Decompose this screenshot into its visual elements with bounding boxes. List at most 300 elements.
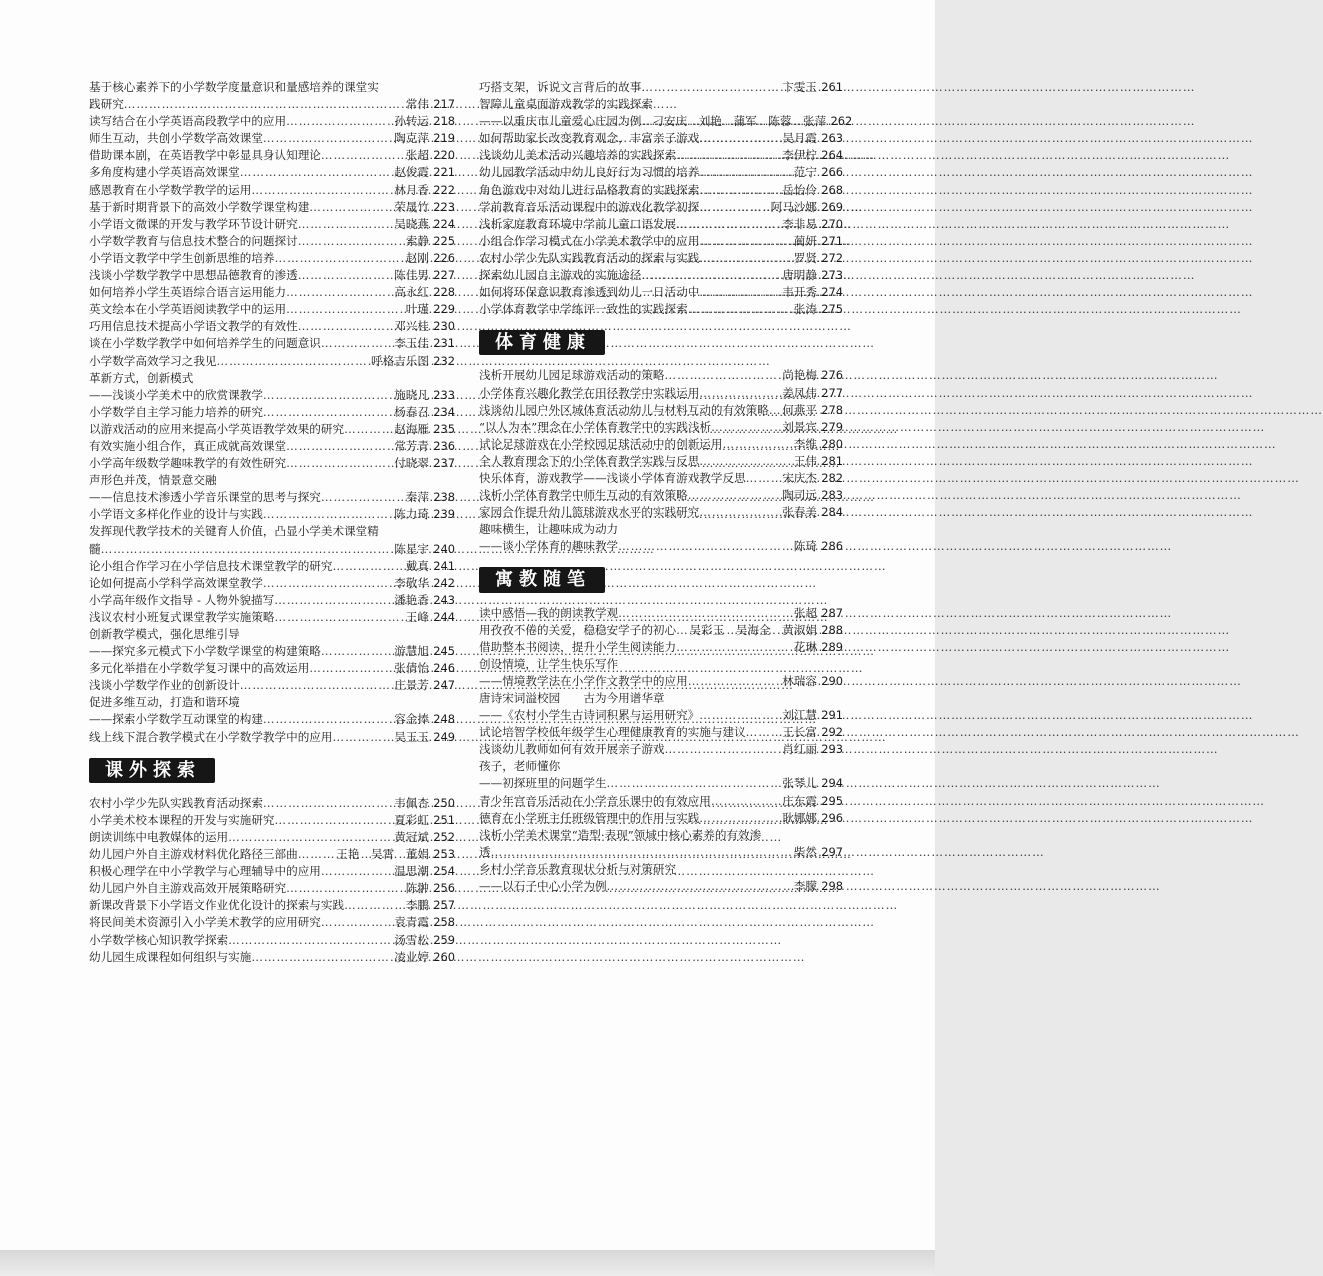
toc-entry[interactable] [89,113,455,130]
entry-title: 小学语文教学中学生创新思维的培养 [89,250,275,265]
entry-last-line [89,795,455,812]
dot-leader [676,622,686,639]
dot-leader [124,96,403,113]
entry-title: 角色游戏中对幼儿进行品格教育的实践探索 [479,182,700,197]
entry-last-line [89,592,455,609]
toc-entry[interactable] [479,164,843,181]
entry-author: 林月香 [394,182,429,197]
entry-author: 张倩怡 [394,661,429,676]
toc-entry[interactable] [479,199,843,216]
entry-author: 邓兴桂 [394,319,429,334]
toc-entry[interactable] [479,504,843,521]
entry-title: 孩子，老师懂你 [479,759,561,774]
entry-author: 赵海雁 [394,421,429,436]
entry-title: 声形色并茂，情景意交融 [89,473,217,488]
entry-page-number: 282 [821,470,843,485]
entry-page-number: 249 [433,729,455,744]
entry-page-number: 294 [821,776,843,791]
entry-title: 试论培智学校低年级学生心理健康教育的实施与建议 [479,725,746,740]
entry-title-line [479,521,843,538]
entry-author: 陈星宇 [394,541,429,556]
entry-title: 全人教育理念下的小学体育教学实践与反思 [479,453,700,468]
dot-leader [699,707,779,724]
entry-page-number: 288 [821,622,843,637]
entry-author: 王峰 [405,609,429,624]
section-header [89,746,455,795]
dot-leader [309,199,391,216]
entry-page-number: 276 [821,368,843,383]
entry-last-line [89,575,455,592]
entry-author: 花琳 [793,639,817,654]
entry-last-line [89,914,455,931]
entry-title: 幼儿园户外自主游戏高效开展策略研究 [89,881,287,896]
entry-last-line [479,216,843,233]
entry-author: 李敬华 [394,575,429,590]
entry-title: ——信息技术渗透小学音乐课堂的思考与探究 [89,490,321,505]
dot-leader [263,575,391,592]
dot-leader [332,729,391,746]
entry-last-line [479,487,843,504]
toc-entry[interactable] [479,690,843,724]
toc-entry[interactable] [89,353,455,370]
entry-page-number: 226 [433,250,455,265]
toc-entry[interactable] [89,79,455,113]
entry-last-line [89,96,455,113]
entry-last-line [479,164,843,181]
entry-page-number: 227 [433,268,455,283]
entry-page-number: 222 [433,182,455,197]
toc-entry[interactable] [89,438,455,455]
entry-last-line [479,775,843,792]
toc-entry[interactable] [89,182,455,199]
entry-last-line [479,113,853,130]
entry-title: 小组合作学习模式在小学美术教学中的应用 [479,233,700,248]
toc-entry[interactable] [479,453,843,470]
entry-title: 浅谈幼儿美术活动兴趣培养的实践探索 [479,148,677,163]
entry-title: 小学高年级数学趣味教学的有效性研究 [89,456,287,471]
entry-page-number: 231 [433,336,455,351]
entry-author: 陈琦 [793,539,817,554]
entry-last-line [479,419,843,436]
section-title: 体育健康 [479,330,605,355]
toc-entry[interactable] [479,79,843,96]
entry-page-number: 228 [433,285,455,300]
entry-page-number: 278 [821,402,843,417]
entry-title-line [89,472,455,489]
toc-entry[interactable] [479,96,853,130]
dot-leader [321,489,403,506]
entry-title: 浅议农村小班复式课堂教学实施策略 [89,609,275,624]
entry-title: 唐诗宋词溢校园 古为今用谱华章 [479,691,665,705]
entry-title: 幼儿园生成课程如何组织与实施 [89,949,252,964]
entry-page-number: 236 [433,438,455,453]
toc-entry[interactable] [89,897,455,914]
entry-title: “以人为本”理念在小学体育教学中的实践浅析 [479,419,712,434]
entry-last-line [89,147,455,164]
entry-title: 浅谈小学数学作业的创新设计 [89,678,240,693]
toc-entry[interactable] [89,472,455,506]
dot-leader [641,79,779,96]
dot-leader [699,233,791,250]
toc-entry[interactable] [89,421,455,438]
entry-title-line [479,96,843,113]
entry-page-number: 232 [433,353,455,368]
entry-title: 浅析开展幼儿园足球游戏活动的策略 [479,368,665,383]
dot-leader [263,711,391,728]
toc-entry[interactable] [479,605,843,622]
toc-entry[interactable] [89,729,455,746]
toc-entry[interactable] [89,523,455,557]
entry-title: 以游戏活动的应用来提高小学英语教学效果的研究 [89,421,345,436]
entry-author: 张琴儿 [782,776,817,791]
toc-entry[interactable] [89,284,455,301]
dot-leader [676,639,791,656]
entry-last-line [479,250,843,267]
entry-last-line [89,897,455,914]
entry-author: 张超 [405,148,429,163]
entry-author: 夏彩虹 [394,812,429,827]
entry-last-line [89,677,455,694]
dot-leader [228,829,391,846]
entry-author: 张超 [793,605,817,620]
toc-entry[interactable] [89,370,455,404]
entry-author: 孙转运 [394,114,429,129]
toc-entry[interactable] [89,216,455,233]
toc-entry[interactable] [479,130,843,147]
toc-entry[interactable] [89,335,455,352]
entry-page-number: 220 [433,148,455,163]
entry-title: 农村小学少先队实践教育活动探索 [89,795,263,810]
entry-author: 尚艳梅 [782,368,817,383]
entry-page-number: 295 [821,793,843,808]
toc-entry[interactable] [479,267,843,284]
entry-author: 李玉佳 [394,336,429,351]
entry-title: 新课改背景下小学语文作业优化设计的探索与实践 [89,898,345,913]
entry-title: 朗读训练中电教媒体的运用 [89,829,229,844]
entry-page-number: 252 [433,829,455,844]
entry-author: 袁青霞 [394,915,429,930]
entry-author: 黄冠斌 [394,829,429,844]
entry-last-line [479,793,843,810]
dot-leader [746,470,780,487]
entry-page-number: 247 [433,678,455,693]
entry-author: 赵刚 [405,250,429,265]
toc-entry[interactable] [479,216,843,233]
toc-entry[interactable] [479,741,843,758]
toc-entry[interactable] [479,402,843,419]
toc-entry[interactable] [479,233,843,250]
entry-page-number: 223 [433,199,455,214]
toc-entry[interactable] [89,592,455,609]
toc-entry[interactable] [89,199,455,216]
entry-title: 小学美术校本课程的开发与实施研究 [89,812,275,827]
entry-last-line [479,147,843,164]
entry-title-line [479,758,843,775]
toc-entry[interactable] [479,827,843,861]
dot-leader [676,216,779,233]
entry-title: 英文绘本在小学英语阅读教学中的运用 [89,302,287,317]
toc-entry[interactable] [479,793,843,810]
dot-leader [275,812,392,829]
toc-entry[interactable] [89,795,455,812]
entry-page-number: 217 [433,97,455,112]
toc-entry[interactable] [479,385,843,402]
entry-page-number: 233 [433,387,455,402]
toc-entry[interactable] [479,521,843,555]
toc-entry[interactable] [479,810,843,827]
dot-leader [618,605,791,622]
entry-page-number: 225 [433,233,455,248]
entry-title-line [89,523,455,540]
entry-last-line [89,250,455,267]
entry-page-number: 219 [433,131,455,146]
toc-entry[interactable] [479,419,843,436]
toc-entry[interactable] [479,758,843,792]
entry-last-line [479,367,843,384]
entry-title: 小学语文多样化作业的设计与实践 [89,507,263,522]
entry-page-number: 274 [821,285,843,300]
entry-title-line [89,370,455,387]
entry-last-line [89,421,455,438]
dot-leader [676,147,779,164]
entry-title: 如何培养小学生英语综合语言运用能力 [89,285,287,300]
entry-page-number: 254 [433,864,455,879]
entry-page-number: 286 [821,539,843,554]
toc-entry[interactable] [89,694,455,728]
entry-page-number: 237 [433,456,455,471]
entry-title: ——浅谈小学美术中的欣赏课教学 [89,387,263,402]
entry-page-number: 262 [830,114,853,129]
toc-entry[interactable] [479,470,843,487]
dot-leader [298,233,403,250]
dot-leader [228,932,391,949]
toc-entry[interactable] [89,949,455,966]
toc-entry[interactable] [89,164,455,181]
entry-author: 肖红丽 [782,742,817,757]
entry-author: 常伟 [405,97,429,112]
entry-last-line [89,558,455,575]
entry-author: 刘江慧 [782,708,817,723]
entry-page-number: 250 [433,795,455,810]
entry-page-number: 277 [821,385,843,400]
entry-title: 幼儿园户外自主游戏材料优化路径三部曲 [89,847,298,862]
toc-entry[interactable] [89,863,455,880]
entry-last-line [479,79,843,96]
toc-entry[interactable] [89,932,455,949]
dot-leader [298,267,392,284]
toc-entry[interactable] [89,660,455,677]
section-header [479,318,843,367]
entry-last-line [479,436,843,453]
toc-entry[interactable] [89,677,455,694]
dot-leader [240,677,391,694]
entry-author: 陶司远 [782,488,817,503]
toc-entry[interactable] [479,367,843,384]
dot-leader [699,453,791,470]
entry-last-line [479,385,843,402]
entry-title: 创设情境，让学生快乐写作 [479,656,619,671]
toc-entry[interactable] [89,318,455,335]
entry-page-number: 280 [821,436,843,451]
toc-entry[interactable] [89,575,455,592]
toc-entry[interactable] [89,609,455,626]
dot-leader [641,267,779,284]
entry-title: 基于新时期背景下的高效小学数学课堂构建 [89,199,310,214]
entry-title: 读中感悟—我的朗读教学观 [479,605,619,620]
dot-leader [263,387,391,404]
dot-leader [286,284,391,301]
entry-title: 透 [479,844,491,859]
entry-page-number: 238 [433,490,455,505]
toc-right-column [479,79,853,895]
toc-entry[interactable] [89,250,455,267]
toc-entry[interactable] [479,301,843,318]
toc-entry[interactable] [479,639,843,656]
entry-last-line [89,301,455,318]
entry-page-number: 240 [433,541,455,556]
entry-title: 智障儿童桌面游戏教学的实践探索 [479,97,653,112]
entry-author: 李非易 [782,216,817,231]
dot-leader [263,130,391,147]
entry-author: 荣晟竹 [394,199,429,214]
toc-entry[interactable] [479,724,843,741]
entry-title: ——以重庆市儿童爱心庄园为例 [479,114,642,129]
entry-last-line [479,844,843,861]
entry-title: 浅析家庭教育环境中学前儿童口语发展 [479,216,677,231]
entry-page-number: 270 [821,216,843,231]
entry-title: 发挥现代教学技术的关键育人价值，凸显小学美术课堂精 [89,524,379,539]
entry-page-number: 291 [821,708,843,723]
entry-author: 柴然 [793,844,817,859]
dot-leader [699,504,779,521]
dot-leader [298,846,334,863]
entry-author: 李维 [793,436,817,451]
entry-author: 何燕平 [782,402,817,417]
entry-title: 农村小学少先队实践教育活动的探索与实践 [479,250,700,265]
entry-title-line [89,626,455,643]
entry-page-number: 281 [821,453,843,468]
toc-entry[interactable] [89,506,455,523]
entry-page-number: 248 [433,712,455,727]
toc-entry[interactable] [479,250,843,267]
dot-leader [251,949,391,966]
entry-page-number: 296 [821,810,843,825]
section-title: 寓教随笔 [479,567,605,592]
dot-leader [688,301,791,318]
entry-page-number: 290 [821,673,843,688]
entry-last-line [89,812,455,829]
toc-entry[interactable] [479,487,843,504]
entry-title: 浅谈幼儿园户外区域体育活动幼儿与材料互动的有效策略 [479,402,769,417]
entry-author: 宋庆杰 [782,470,817,485]
entry-last-line [89,318,455,335]
dot-leader [286,113,391,130]
toc-entry[interactable] [89,455,455,472]
toc-entry[interactable] [89,846,455,863]
dot-leader [699,385,779,402]
dot-leader [286,880,403,897]
entry-author: 林瑞容 [782,673,817,688]
entry-title: 乡村小学音乐教育现状分析与对策研究 [479,861,677,876]
toc-entry[interactable] [479,622,843,639]
entry-author: 王长富 [782,725,817,740]
toc-entry[interactable] [89,404,455,421]
dot-leader [607,775,780,792]
entry-author: 秦萍 [405,490,429,505]
entry-author: 蔺妍 [793,233,817,248]
entry-title: ——初探班里的问题学生 [479,776,607,791]
entry-page-number: 224 [433,216,455,231]
entry-author: 容金捧 [394,712,429,727]
entry-last-line [479,267,843,284]
toc-entry[interactable] [89,233,455,250]
toc-left-column [89,79,455,966]
toc-entry[interactable] [479,861,843,895]
toc-entry[interactable] [89,130,455,147]
entry-title: 快乐体育，游戏教学——浅谈小学体育游戏教学反思 [479,470,746,485]
entry-last-line [89,863,455,880]
toc-entry[interactable] [479,436,843,453]
entry-page-number: 245 [433,644,455,659]
toc-entry[interactable] [89,147,455,164]
toc-entry[interactable] [89,267,455,284]
entry-last-line [89,829,455,846]
entry-page-number: 264 [821,148,843,163]
entry-author: 阿马沙娜 [770,199,817,214]
dot-leader [274,592,391,609]
entry-last-line [479,741,843,758]
entry-title: 线上线下混合教学模式在小学数学教学中的应用 [89,729,333,744]
entry-title: 小学数学核心知识教学探索 [89,932,229,947]
entry-author: 高永红 [394,285,429,300]
entry-page-number: 241 [433,558,455,573]
toc-entry[interactable] [479,284,843,301]
dot-leader [641,113,649,130]
entry-author: 韦佩杏 [394,795,429,810]
entry-last-line [89,846,455,863]
entry-author: 张涛 [793,302,817,317]
entry-author: 庄景芳 [394,678,429,693]
toc-entry[interactable] [479,182,843,199]
toc-entry[interactable] [89,914,455,931]
toc-entry[interactable] [89,880,455,897]
entry-title-line [479,690,843,707]
entry-title: 如何帮助家长改变教育观念，丰富亲子游戏 [479,131,700,146]
entry-author: 王伟 [793,453,817,468]
entry-title: 借助课本剧，在英语教学中彰显具身认知理论 [89,148,321,163]
entry-last-line [89,199,455,216]
toc-entry[interactable] [89,301,455,318]
toc-entry[interactable] [89,812,455,829]
toc-entry[interactable] [479,656,843,690]
entry-title: 探索幼儿园自主游戏的实施途径 [479,268,642,283]
toc-entry[interactable] [479,147,843,164]
entry-page-number: 218 [433,114,455,129]
entry-last-line [479,538,843,555]
entry-last-line [479,470,843,487]
entry-title: ——谈小学体育的趣味教学 [479,539,619,554]
toc-entry[interactable] [89,626,455,660]
toc-entry[interactable] [89,829,455,846]
entry-last-line [479,301,843,318]
entry-page-number: 293 [821,742,843,757]
entry-title: 将民间美术资源引入小学美术教学的应用研究 [89,915,321,930]
dot-leader [607,878,791,895]
toc-entry[interactable] [89,558,455,575]
dot-leader [309,660,391,677]
entry-last-line [89,335,455,352]
entry-last-line [479,673,843,690]
